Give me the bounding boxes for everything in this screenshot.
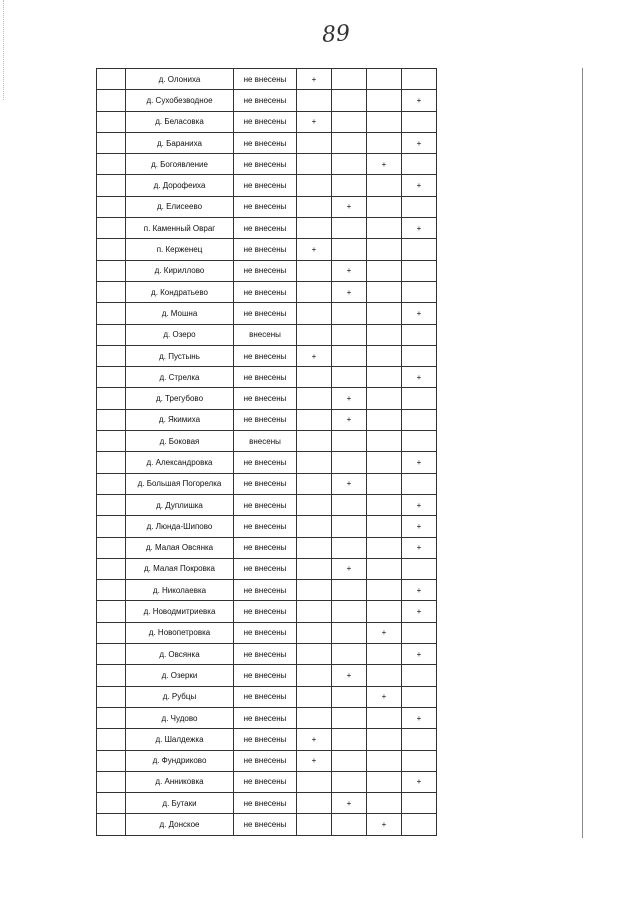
mark-cell-3	[367, 558, 402, 579]
table-row	[97, 260, 437, 281]
row-index-cell	[97, 771, 126, 792]
status-cell: не внесены	[234, 686, 297, 707]
row-index-cell	[97, 707, 126, 728]
mark-cell-4	[402, 431, 437, 452]
status-cell: не внесены	[234, 218, 297, 239]
mark-cell-4	[402, 622, 437, 643]
row-index-cell	[97, 558, 126, 579]
status-cell: не внесены	[234, 281, 297, 302]
mark-cell-2	[332, 345, 367, 366]
mark-cell-2	[332, 239, 367, 260]
status-cell: не внесены	[234, 558, 297, 579]
row-index-cell	[97, 303, 126, 324]
mark-cell-4: +	[402, 601, 437, 622]
settlement-name: д. Бараниха	[126, 132, 234, 153]
status-cell: не внесены	[234, 90, 297, 111]
settlement-name: д. Донское	[126, 814, 234, 835]
mark-cell-3	[367, 175, 402, 196]
table-row	[97, 132, 437, 153]
table-row	[97, 196, 437, 217]
mark-cell-3	[367, 494, 402, 515]
row-index-cell	[97, 90, 126, 111]
mark-cell-1	[297, 558, 332, 579]
mark-cell-1	[297, 494, 332, 515]
row-index-cell	[97, 494, 126, 515]
mark-cell-4: +	[402, 537, 437, 558]
mark-cell-3	[367, 665, 402, 686]
mark-cell-2: +	[332, 388, 367, 409]
table-row	[97, 345, 437, 366]
row-index-cell	[97, 665, 126, 686]
status-cell: не внесены	[234, 260, 297, 281]
mark-cell-4: +	[402, 580, 437, 601]
mark-cell-2	[332, 111, 367, 132]
status-cell: не внесены	[234, 154, 297, 175]
mark-cell-1	[297, 90, 332, 111]
table-row	[97, 303, 437, 324]
table-row	[97, 580, 437, 601]
status-cell: не внесены	[234, 516, 297, 537]
row-index-cell	[97, 431, 126, 452]
table-row	[97, 494, 437, 515]
row-index-cell	[97, 644, 126, 665]
mark-cell-1	[297, 580, 332, 601]
table-row	[97, 452, 437, 473]
settlement-name: д. Озерки	[126, 665, 234, 686]
settlement-name: д. Кириллово	[126, 260, 234, 281]
settlement-name: д. Озеро	[126, 324, 234, 345]
mark-cell-3	[367, 644, 402, 665]
row-index-cell	[97, 175, 126, 196]
scan-edge-right	[582, 68, 583, 838]
table-row	[97, 409, 437, 430]
status-cell: не внесены	[234, 239, 297, 260]
mark-cell-3: +	[367, 622, 402, 643]
table-row	[97, 771, 437, 792]
settlement-name: д. Рубцы	[126, 686, 234, 707]
settlement-name: д. Стрелка	[126, 367, 234, 388]
table-row	[97, 601, 437, 622]
status-cell: не внесены	[234, 771, 297, 792]
row-index-cell	[97, 409, 126, 430]
settlement-name: д. Фундриково	[126, 750, 234, 771]
mark-cell-3	[367, 69, 402, 90]
table-row	[97, 516, 437, 537]
mark-cell-3: +	[367, 814, 402, 835]
mark-cell-3: +	[367, 154, 402, 175]
status-cell: не внесены	[234, 814, 297, 835]
mark-cell-3	[367, 367, 402, 388]
mark-cell-2	[332, 132, 367, 153]
mark-cell-3	[367, 409, 402, 430]
mark-cell-2	[332, 90, 367, 111]
settlement-name: д. Олониха	[126, 69, 234, 90]
row-index-cell	[97, 686, 126, 707]
table-row	[97, 622, 437, 643]
row-index-cell	[97, 367, 126, 388]
mark-cell-4: +	[402, 132, 437, 153]
row-index-cell	[97, 622, 126, 643]
row-index-cell	[97, 750, 126, 771]
table-row	[97, 239, 437, 260]
mark-cell-2	[332, 367, 367, 388]
mark-cell-2: +	[332, 196, 367, 217]
mark-cell-1	[297, 132, 332, 153]
row-index-cell	[97, 196, 126, 217]
mark-cell-2	[332, 644, 367, 665]
mark-cell-3	[367, 750, 402, 771]
table-row	[97, 367, 437, 388]
mark-cell-3	[367, 516, 402, 537]
status-cell: не внесены	[234, 494, 297, 515]
table-row	[97, 473, 437, 494]
mark-cell-1: +	[297, 69, 332, 90]
mark-cell-1	[297, 622, 332, 643]
page-number: 89	[321, 21, 351, 48]
mark-cell-2: +	[332, 558, 367, 579]
mark-cell-2	[332, 324, 367, 345]
mark-cell-3	[367, 729, 402, 750]
settlement-name: д. Сухобезводное	[126, 90, 234, 111]
mark-cell-1	[297, 601, 332, 622]
settlement-name: д. Николаевка	[126, 580, 234, 601]
table-row	[97, 218, 437, 239]
settlement-name: д. Чудово	[126, 707, 234, 728]
table-row	[97, 175, 437, 196]
mark-cell-2: +	[332, 473, 367, 494]
mark-cell-1	[297, 452, 332, 473]
mark-cell-1	[297, 473, 332, 494]
mark-cell-3	[367, 324, 402, 345]
mark-cell-1	[297, 175, 332, 196]
mark-cell-4: +	[402, 494, 437, 515]
mark-cell-3	[367, 473, 402, 494]
table-body	[97, 69, 437, 836]
mark-cell-3	[367, 260, 402, 281]
table-row	[97, 665, 437, 686]
mark-cell-4	[402, 814, 437, 835]
mark-cell-4	[402, 558, 437, 579]
mark-cell-1: +	[297, 345, 332, 366]
row-index-cell	[97, 537, 126, 558]
row-index-cell	[97, 516, 126, 537]
mark-cell-4: +	[402, 90, 437, 111]
table-row	[97, 558, 437, 579]
mark-cell-2	[332, 431, 367, 452]
mark-cell-2	[332, 729, 367, 750]
status-cell: не внесены	[234, 175, 297, 196]
mark-cell-4	[402, 665, 437, 686]
mark-cell-2	[332, 303, 367, 324]
settlement-name: д. Бутаки	[126, 793, 234, 814]
row-index-cell	[97, 218, 126, 239]
mark-cell-1	[297, 154, 332, 175]
mark-cell-3	[367, 239, 402, 260]
table-row	[97, 388, 437, 409]
status-cell: не внесены	[234, 473, 297, 494]
status-cell: внесены	[234, 324, 297, 345]
mark-cell-3	[367, 132, 402, 153]
mark-cell-1	[297, 537, 332, 558]
row-index-cell	[97, 388, 126, 409]
mark-cell-4	[402, 154, 437, 175]
mark-cell-4: +	[402, 218, 437, 239]
mark-cell-1	[297, 516, 332, 537]
row-index-cell	[97, 324, 126, 345]
mark-cell-3	[367, 793, 402, 814]
table-row	[97, 793, 437, 814]
mark-cell-4: +	[402, 771, 437, 792]
row-index-cell	[97, 601, 126, 622]
mark-cell-1	[297, 814, 332, 835]
mark-cell-2	[332, 452, 367, 473]
mark-cell-2	[332, 69, 367, 90]
mark-cell-1: +	[297, 239, 332, 260]
mark-cell-1	[297, 686, 332, 707]
row-index-cell	[97, 239, 126, 260]
mark-cell-2	[332, 771, 367, 792]
status-cell: не внесены	[234, 580, 297, 601]
mark-cell-1	[297, 281, 332, 302]
mark-cell-1	[297, 644, 332, 665]
settlement-name: д. Якимиха	[126, 409, 234, 430]
mark-cell-4	[402, 345, 437, 366]
table-row	[97, 729, 437, 750]
mark-cell-4	[402, 686, 437, 707]
mark-cell-1	[297, 303, 332, 324]
row-index-cell	[97, 154, 126, 175]
table-row	[97, 431, 437, 452]
mark-cell-4	[402, 281, 437, 302]
mark-cell-4: +	[402, 367, 437, 388]
mark-cell-1	[297, 793, 332, 814]
table-row	[97, 814, 437, 835]
status-cell: не внесены	[234, 644, 297, 665]
table-row	[97, 90, 437, 111]
table-row	[97, 686, 437, 707]
mark-cell-2: +	[332, 260, 367, 281]
row-index-cell	[97, 814, 126, 835]
settlement-name: д. Беласовка	[126, 111, 234, 132]
mark-cell-2	[332, 750, 367, 771]
mark-cell-1: +	[297, 729, 332, 750]
settlements-table	[96, 68, 437, 836]
mark-cell-2	[332, 516, 367, 537]
status-cell: не внесены	[234, 388, 297, 409]
settlement-name: д. Богоявление	[126, 154, 234, 175]
mark-cell-3	[367, 771, 402, 792]
row-index-cell	[97, 281, 126, 302]
mark-cell-4: +	[402, 452, 437, 473]
row-index-cell	[97, 452, 126, 473]
mark-cell-3	[367, 707, 402, 728]
mark-cell-4	[402, 729, 437, 750]
mark-cell-1	[297, 707, 332, 728]
row-index-cell	[97, 580, 126, 601]
mark-cell-3	[367, 90, 402, 111]
mark-cell-2	[332, 580, 367, 601]
settlement-name: д. Боковая	[126, 431, 234, 452]
mark-cell-2	[332, 707, 367, 728]
mark-cell-1	[297, 218, 332, 239]
mark-cell-1	[297, 388, 332, 409]
mark-cell-2	[332, 494, 367, 515]
status-cell: не внесены	[234, 452, 297, 473]
mark-cell-2	[332, 175, 367, 196]
mark-cell-2	[332, 601, 367, 622]
row-index-cell	[97, 69, 126, 90]
table-row	[97, 69, 437, 90]
mark-cell-2	[332, 686, 367, 707]
mark-cell-1: +	[297, 750, 332, 771]
row-index-cell	[97, 132, 126, 153]
settlement-name: д. Малая Покровка	[126, 558, 234, 579]
mark-cell-1	[297, 260, 332, 281]
row-index-cell	[97, 729, 126, 750]
mark-cell-3: +	[367, 686, 402, 707]
mark-cell-2: +	[332, 281, 367, 302]
mark-cell-4	[402, 196, 437, 217]
settlement-name: д. Новопетровка	[126, 622, 234, 643]
mark-cell-4	[402, 409, 437, 430]
mark-cell-3	[367, 281, 402, 302]
mark-cell-4: +	[402, 516, 437, 537]
mark-cell-2: +	[332, 409, 367, 430]
table-row	[97, 750, 437, 771]
settlement-name: д. Мошна	[126, 303, 234, 324]
settlement-name: д. Пустынь	[126, 345, 234, 366]
settlement-name: д. Большая Погорелка	[126, 473, 234, 494]
mark-cell-4: +	[402, 175, 437, 196]
status-cell: не внесены	[234, 665, 297, 686]
settlement-name: д. Шалдежка	[126, 729, 234, 750]
settlement-name: д. Анниковка	[126, 771, 234, 792]
mark-cell-1	[297, 431, 332, 452]
mark-cell-4: +	[402, 707, 437, 728]
mark-cell-2	[332, 622, 367, 643]
status-cell: не внесены	[234, 601, 297, 622]
status-cell: не внесены	[234, 537, 297, 558]
status-cell: не внесены	[234, 729, 297, 750]
mark-cell-4: +	[402, 644, 437, 665]
settlement-name: п. Каменный Овраг	[126, 218, 234, 239]
mark-cell-2	[332, 218, 367, 239]
table-row	[97, 707, 437, 728]
status-cell: не внесены	[234, 69, 297, 90]
mark-cell-4	[402, 793, 437, 814]
mark-cell-3	[367, 431, 402, 452]
status-cell: не внесены	[234, 750, 297, 771]
status-cell: не внесены	[234, 111, 297, 132]
status-cell: не внесены	[234, 707, 297, 728]
scan-edge-left	[3, 0, 4, 100]
mark-cell-4	[402, 111, 437, 132]
status-cell: не внесены	[234, 303, 297, 324]
mark-cell-2: +	[332, 665, 367, 686]
mark-cell-2	[332, 154, 367, 175]
table-row	[97, 281, 437, 302]
mark-cell-1	[297, 324, 332, 345]
mark-cell-4	[402, 324, 437, 345]
mark-cell-2: +	[332, 793, 367, 814]
mark-cell-4	[402, 239, 437, 260]
mark-cell-4	[402, 750, 437, 771]
mark-cell-3	[367, 218, 402, 239]
row-index-cell	[97, 473, 126, 494]
mark-cell-3	[367, 537, 402, 558]
row-index-cell	[97, 793, 126, 814]
status-cell: не внесены	[234, 793, 297, 814]
mark-cell-4: +	[402, 303, 437, 324]
settlement-name: п. Керженец	[126, 239, 234, 260]
mark-cell-4	[402, 260, 437, 281]
settlement-name: д. Люнда-Шипово	[126, 516, 234, 537]
mark-cell-3	[367, 303, 402, 324]
mark-cell-1: +	[297, 111, 332, 132]
status-cell: не внесены	[234, 367, 297, 388]
row-index-cell	[97, 345, 126, 366]
mark-cell-3	[367, 345, 402, 366]
mark-cell-2	[332, 814, 367, 835]
settlement-name: д. Александровка	[126, 452, 234, 473]
settlement-name: д. Дуплишка	[126, 494, 234, 515]
mark-cell-3	[367, 580, 402, 601]
mark-cell-3	[367, 452, 402, 473]
row-index-cell	[97, 111, 126, 132]
status-cell: внесены	[234, 431, 297, 452]
mark-cell-4	[402, 388, 437, 409]
settlement-name: д. Малая Овсянка	[126, 537, 234, 558]
mark-cell-3	[367, 601, 402, 622]
mark-cell-1	[297, 665, 332, 686]
mark-cell-1	[297, 367, 332, 388]
table-row	[97, 537, 437, 558]
settlement-name: д. Кондратьево	[126, 281, 234, 302]
settlement-name: д. Овсянка	[126, 644, 234, 665]
mark-cell-4	[402, 69, 437, 90]
mark-cell-1	[297, 196, 332, 217]
table-row	[97, 324, 437, 345]
row-index-cell	[97, 260, 126, 281]
table-row	[97, 111, 437, 132]
mark-cell-1	[297, 409, 332, 430]
status-cell: не внесены	[234, 622, 297, 643]
settlement-name: д. Новодмитриевка	[126, 601, 234, 622]
settlement-name: д. Трегубово	[126, 388, 234, 409]
mark-cell-3	[367, 111, 402, 132]
status-cell: не внесены	[234, 409, 297, 430]
table-row	[97, 154, 437, 175]
status-cell: не внесены	[234, 196, 297, 217]
mark-cell-3	[367, 388, 402, 409]
settlement-name: д. Елисеево	[126, 196, 234, 217]
table-row	[97, 644, 437, 665]
mark-cell-4	[402, 473, 437, 494]
mark-cell-3	[367, 196, 402, 217]
mark-cell-2	[332, 537, 367, 558]
mark-cell-1	[297, 771, 332, 792]
status-cell: не внесены	[234, 345, 297, 366]
settlement-name: д. Дорофеиха	[126, 175, 234, 196]
status-cell: не внесены	[234, 132, 297, 153]
